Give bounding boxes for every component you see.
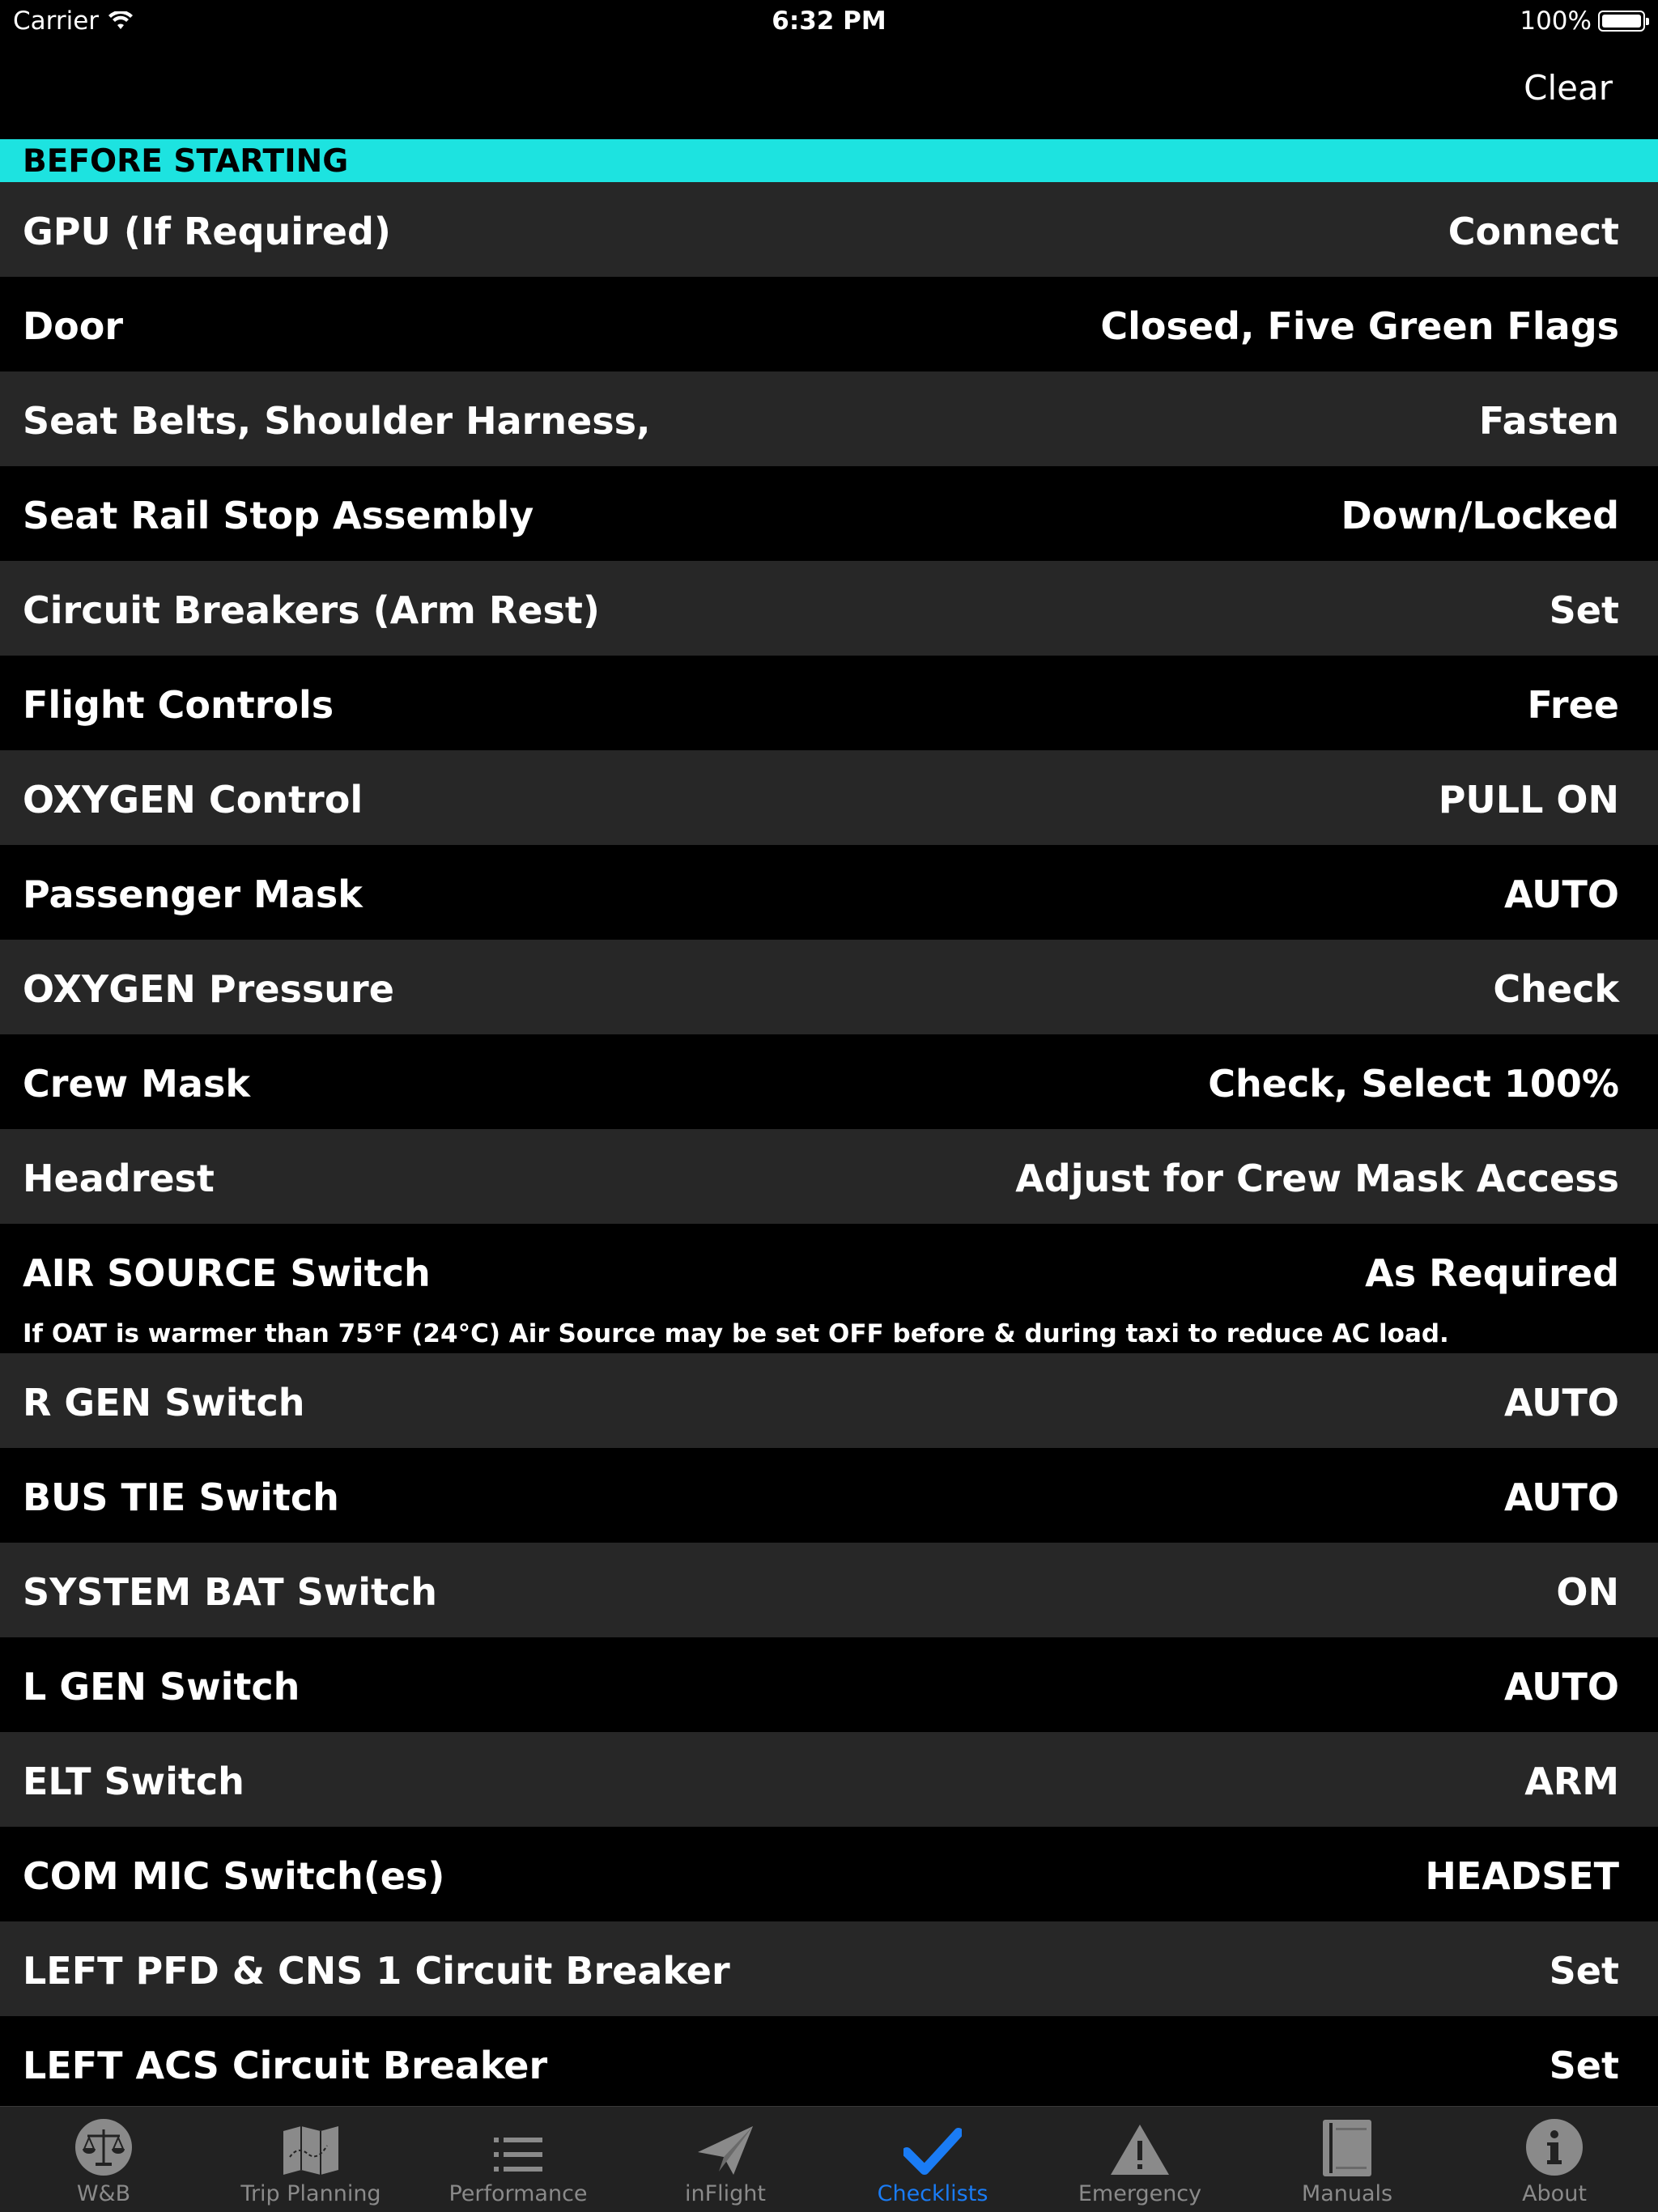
carrier-label: Carrier [13, 6, 100, 36]
checklist-row[interactable] [0, 1448, 1658, 1543]
item-label: Headrest [23, 1157, 215, 1200]
item-value: Closed, Five Green Flags [1100, 304, 1619, 348]
checklist-row[interactable] [0, 1637, 1658, 1732]
tab-inflight[interactable] [622, 2107, 829, 2212]
scales-icon [74, 2118, 133, 2176]
tab-trip-planning[interactable] [207, 2107, 414, 2212]
item-label: LEFT ACS Circuit Breaker [23, 2044, 548, 2087]
tab-label: W&B [76, 2181, 131, 2206]
tab-manuals[interactable] [1244, 2107, 1451, 2212]
item-value: PULL ON [1438, 778, 1619, 822]
item-label: Crew Mask [23, 1062, 250, 1106]
checklist-row[interactable] [0, 1921, 1658, 2016]
item-value: HEADSET [1425, 1854, 1619, 1898]
tab-label: Manuals [1301, 2181, 1393, 2206]
item-label: AIR SOURCE Switch [23, 1251, 431, 1295]
info-icon [1525, 2118, 1584, 2176]
tab-label: Checklists [877, 2181, 988, 2206]
item-value: Check [1493, 967, 1619, 1011]
item-label: ELT Switch [23, 1760, 244, 1803]
item-value: AUTO [1503, 872, 1619, 916]
item-value: Down/Locked [1341, 494, 1619, 537]
item-value: Set [1549, 1949, 1619, 1993]
checklist-row[interactable] [0, 277, 1658, 371]
checklist-row[interactable] [0, 845, 1658, 940]
item-label: Flight Controls [23, 683, 334, 727]
tab-about[interactable] [1451, 2107, 1658, 2212]
tab-label: Performance [449, 2181, 588, 2206]
tab-wb[interactable] [0, 2107, 207, 2212]
book-icon [1323, 2120, 1371, 2176]
status-bar [0, 0, 1658, 45]
item-label: Door [23, 304, 124, 348]
item-label: OXYGEN Control [23, 778, 363, 822]
nav-bar [0, 45, 1658, 138]
checklist-row[interactable] [0, 1543, 1658, 1637]
tab-label: About [1522, 2181, 1587, 2206]
item-label: GPU (If Required) [23, 210, 391, 253]
clear-button[interactable]: Clear [1524, 68, 1613, 108]
item-value: Connect [1448, 210, 1619, 253]
item-label: Passenger Mask [23, 872, 363, 916]
item-label: COM MIC Switch(es) [23, 1854, 445, 1898]
item-label: Seat Belts, Shoulder Harness, [23, 399, 651, 443]
item-label: BUS TIE Switch [23, 1475, 339, 1519]
tab-label: inFlight [685, 2181, 766, 2206]
checklist-row[interactable] [0, 1827, 1658, 1921]
checklist-row[interactable] [0, 656, 1658, 750]
item-value: AUTO [1503, 1475, 1619, 1519]
checklist-row[interactable] [0, 561, 1658, 656]
item-value: Set [1549, 588, 1619, 632]
checklist [0, 182, 1658, 2106]
map-icon [282, 2125, 340, 2176]
tab-emergency[interactable] [1036, 2107, 1244, 2212]
item-label: OXYGEN Pressure [23, 967, 394, 1011]
item-note: If OAT is warmer than 75°F (24°C) Air Source may be set OFF before & during taxi to reduce AC load. [23, 1319, 1449, 1348]
checklist-row[interactable] [0, 1129, 1658, 1224]
item-value: ON [1556, 1570, 1619, 1614]
list-icon [494, 2134, 542, 2176]
item-value: As Required [1365, 1251, 1619, 1295]
item-label: L GEN Switch [23, 1665, 300, 1709]
tab-label: Emergency [1078, 2181, 1202, 2206]
tab-performance[interactable] [414, 2107, 622, 2212]
checklist-row[interactable] [0, 466, 1658, 561]
item-label: SYSTEM BAT Switch [23, 1570, 438, 1614]
item-value: Adjust for Crew Mask Access [1015, 1157, 1619, 1200]
battery-indicator [1520, 6, 1645, 36]
checklist-row[interactable] [0, 940, 1658, 1034]
status-time: 6:32 PM [772, 6, 886, 36]
checklist-row[interactable] [0, 750, 1658, 845]
battery-icon [1598, 11, 1645, 32]
checklist-row[interactable] [0, 1034, 1658, 1129]
checkmark-icon [903, 2128, 962, 2176]
item-value: Set [1549, 2044, 1619, 2087]
warning-icon [1109, 2123, 1171, 2176]
checklist-row[interactable] [0, 1224, 1658, 1353]
paper-plane-icon [696, 2125, 755, 2176]
tab-bar [0, 2106, 1658, 2212]
battery-level [1602, 15, 1641, 28]
checklist-row[interactable] [0, 371, 1658, 466]
checklist-row[interactable] [0, 1732, 1658, 1827]
tab-label: Trip Planning [240, 2181, 381, 2206]
tab-checklists[interactable] [829, 2107, 1036, 2212]
item-label: R GEN Switch [23, 1381, 305, 1424]
checklist-row[interactable] [0, 182, 1658, 277]
item-label: Seat Rail Stop Assembly [23, 494, 534, 537]
battery-percent: 100% [1520, 6, 1592, 36]
item-value: AUTO [1503, 1665, 1619, 1709]
item-label: Circuit Breakers (Arm Rest) [23, 588, 600, 632]
item-label: LEFT PFD & CNS 1 Circuit Breaker [23, 1949, 730, 1993]
item-value: Check, Select 100% [1208, 1062, 1619, 1106]
checklist-row[interactable] [0, 1353, 1658, 1448]
item-value: Fasten [1478, 399, 1619, 443]
item-value: ARM [1524, 1760, 1619, 1803]
checklist-row[interactable] [0, 2016, 1658, 2106]
item-value: Free [1527, 683, 1619, 727]
section-header: BEFORE STARTING [0, 139, 1658, 182]
item-value: AUTO [1503, 1381, 1619, 1424]
